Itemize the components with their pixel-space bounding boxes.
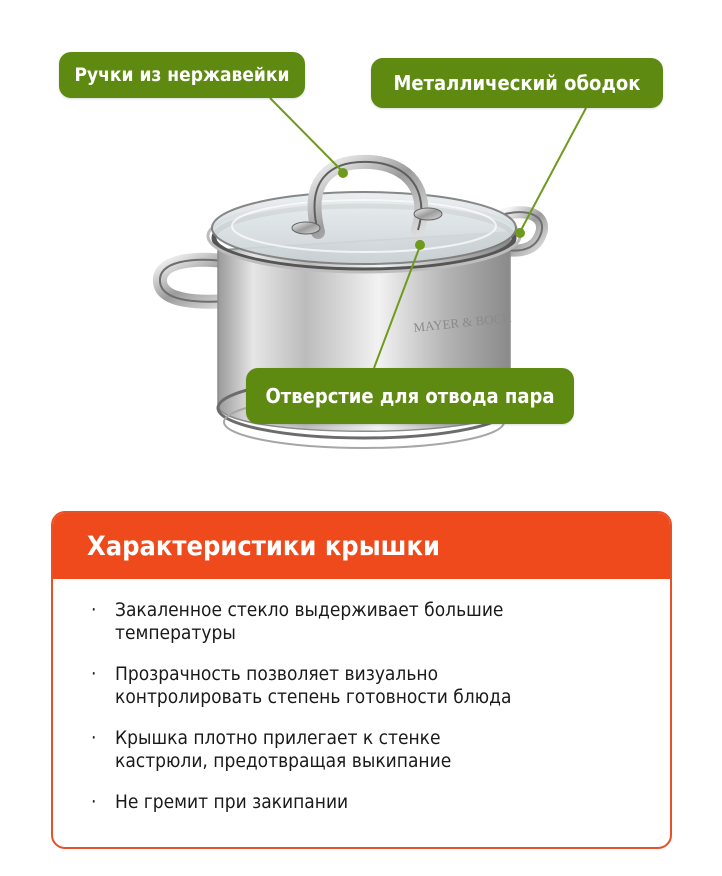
callout-handles [59, 52, 305, 98]
feature-line: контролировать степень готовности блюда [115, 686, 512, 708]
feature-line: Закаленное стекло выдерживает большие [115, 599, 504, 621]
feature-item [91, 663, 650, 709]
callout-rim [371, 58, 663, 108]
features-title: Характеристики крышки [53, 513, 670, 579]
callout-steam-hole-label: Отверстие для отвода пара [265, 384, 555, 408]
feature-line: Крышка плотно прилегает к стенке [115, 727, 441, 749]
feature-line: Не гремит при закипании [115, 791, 349, 813]
feature-item [91, 727, 650, 773]
feature-item [91, 599, 650, 645]
bullet-icon: · [91, 791, 97, 813]
callout-steam-hole [246, 368, 574, 424]
brand-engraving: MAYER & BOCH [412, 309, 513, 335]
glass-lid [212, 192, 516, 264]
callout-handles-label: Ручки из нержавейки [74, 64, 290, 86]
feature-line: Прозрачность позволяет визуально [115, 663, 439, 685]
feature-item [91, 791, 650, 814]
bullet-icon: · [91, 599, 97, 621]
bullet-icon: · [91, 727, 97, 749]
feature-line: кастрюли, предотвращая выкипание [115, 750, 452, 772]
feature-line: температуры [115, 622, 236, 644]
callout-rim-label: Металлический ободок [393, 71, 641, 95]
features-card [51, 511, 672, 849]
bullet-icon: · [91, 663, 97, 685]
features-list [53, 579, 670, 814]
